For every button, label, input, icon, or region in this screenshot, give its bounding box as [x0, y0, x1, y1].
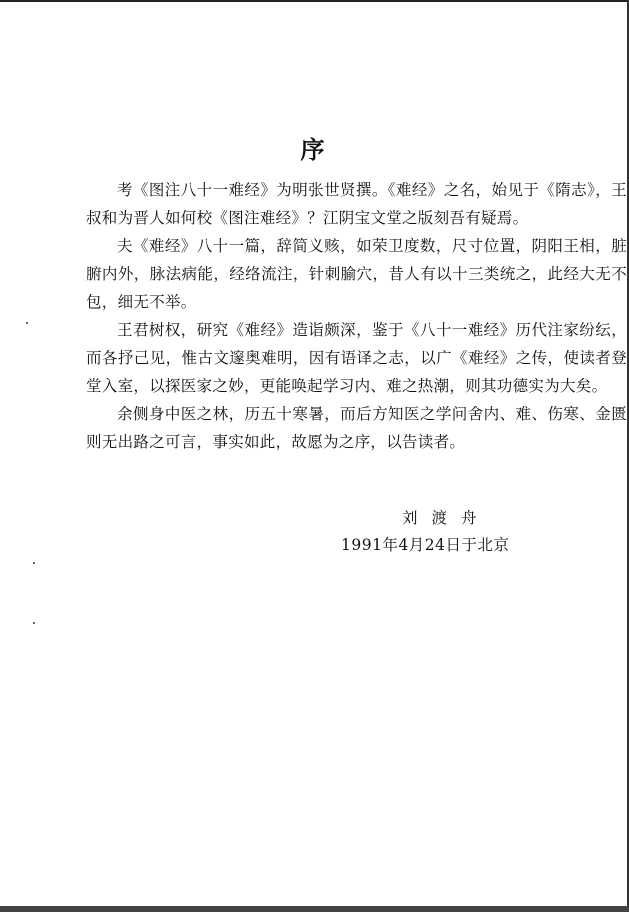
paragraph-1: 考《图注八十一难经》为明张世贤撰。《难经》之名，始见于《隋志》，王叔和为晋人如何校《图注难经》？江阴宝文堂之版刻吾有疑焉。 [86, 181, 627, 227]
date-line: 1991年4月24日于北京 [341, 536, 510, 554]
author-signature: 刘渡舟 [402, 509, 491, 527]
bottom-border-line [0, 906, 629, 912]
paragraph-3: 王君树权，研究《难经》造诣颇深，鉴于《八十一难经》历代注家纷纭，而各抒己见，惟古文邃奥难明，因有语译之志，以广《难经》之传，使读者登堂入室，以探医家之妙，更能唤起学习内、难之热潮，则其功德实为大矣。 [86, 321, 627, 395]
preface-body [86, 176, 627, 456]
scan-speck [33, 622, 35, 624]
top-border-line [0, 0, 629, 2]
page-title: 序 [300, 135, 329, 164]
paragraph-4: 余侧身中医之林，历五十寒暑，而后方知医之学问舍内、难、伤寒、金匮则无出路之可言，事实如此，故愿为之序，以告读者。 [86, 405, 627, 451]
scan-speck [33, 562, 35, 564]
scan-speck [26, 322, 28, 324]
paragraph-2: 夫《难经》八十一篇，辞简义赅，如荣卫度数，尺寸位置，阴阳王相，脏腑内外，脉法病能，经络流注，针刺腧穴，昔人有以十三类统之，此经大无不包，细无不举。 [86, 237, 627, 311]
